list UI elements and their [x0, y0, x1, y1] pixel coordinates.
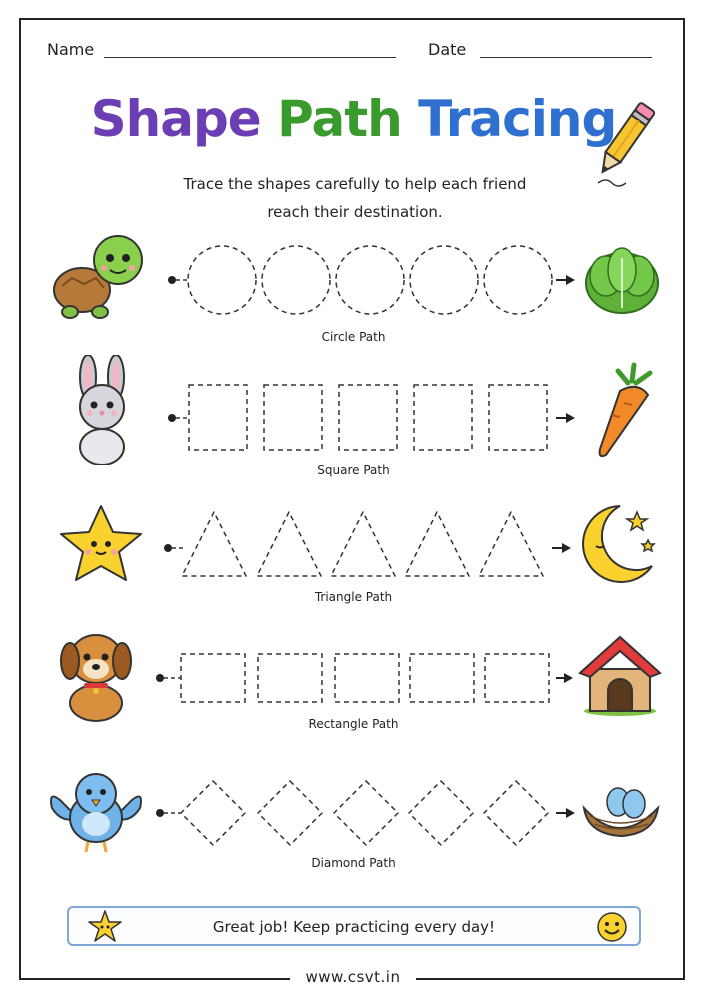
trace-square[interactable]: [264, 385, 322, 450]
title-word-shape: Shape: [90, 90, 261, 148]
bunny-icon: [80, 355, 124, 465]
header: [0, 40, 707, 64]
puppy-icon: [61, 635, 131, 721]
start-dot: [164, 544, 172, 552]
row-caption: Triangle Path: [314, 590, 393, 604]
trace-triangle[interactable]: [479, 512, 543, 576]
start-dot: [156, 809, 164, 817]
trace-rectangle[interactable]: [485, 654, 549, 702]
start-dot: [156, 674, 164, 682]
start-dot: [168, 414, 176, 422]
date-field[interactable]: [480, 57, 652, 58]
diamond-path-row: [0, 760, 707, 860]
trace-triangle[interactable]: [182, 512, 246, 576]
row-caption: Square Path: [317, 463, 390, 477]
square-path-row: [0, 355, 707, 465]
trace-square[interactable]: [339, 385, 397, 450]
trace-diamond[interactable]: [258, 781, 322, 845]
trace-circle[interactable]: [484, 246, 552, 314]
instructions-line-2: reach their destination.: [267, 203, 443, 221]
trace-diamond[interactable]: [484, 781, 548, 845]
rectangle-path-row: [0, 625, 707, 725]
turtle-icon: [54, 236, 142, 318]
trace-diamond[interactable]: [334, 781, 398, 845]
trace-circle[interactable]: [410, 246, 478, 314]
row-caption: Rectangle Path: [308, 717, 399, 731]
trace-circle[interactable]: [188, 246, 256, 314]
moon-icon: [583, 506, 654, 582]
title-word-tracing: Tracing: [418, 90, 617, 148]
trace-square[interactable]: [189, 385, 247, 450]
trace-diamond[interactable]: [409, 781, 473, 845]
star-icon: [61, 506, 141, 580]
pencil-icon: [590, 95, 660, 190]
date-label: Date: [428, 40, 467, 59]
instructions-line-1: Trace the shapes carefully to help each friend: [183, 175, 527, 193]
trace-rectangle[interactable]: [335, 654, 399, 702]
name-field[interactable]: [104, 57, 396, 58]
smiley-icon: [596, 911, 628, 943]
trace-circle[interactable]: [262, 246, 330, 314]
instructions: [150, 170, 560, 226]
trace-square[interactable]: [414, 385, 472, 450]
trace-triangle[interactable]: [405, 512, 469, 576]
trace-square[interactable]: [489, 385, 547, 450]
bird-icon: [51, 774, 141, 852]
row-caption: Diamond Path: [311, 856, 396, 870]
circle-path-row: [0, 228, 707, 328]
trace-rectangle[interactable]: [258, 654, 322, 702]
trace-triangle[interactable]: [331, 512, 395, 576]
trace-rectangle[interactable]: [181, 654, 245, 702]
carrot-icon: [600, 365, 650, 456]
trace-diamond[interactable]: [181, 781, 245, 845]
doghouse-icon: [580, 637, 660, 716]
trace-circle[interactable]: [336, 246, 404, 314]
trace-triangle[interactable]: [257, 512, 321, 576]
footer-message: Great job! Keep practicing every day!: [212, 918, 496, 936]
title-word-path: Path: [277, 90, 402, 148]
triangle-path-row: [0, 500, 707, 590]
start-dot: [168, 276, 176, 284]
lettuce-icon: [586, 248, 658, 313]
row-caption: Circle Path: [321, 330, 386, 344]
website-url: www.csvt.in: [290, 968, 416, 986]
nest-icon: [584, 788, 658, 836]
encouragement-banner: [67, 906, 641, 946]
name-label: Name: [47, 40, 95, 59]
trace-rectangle[interactable]: [410, 654, 474, 702]
